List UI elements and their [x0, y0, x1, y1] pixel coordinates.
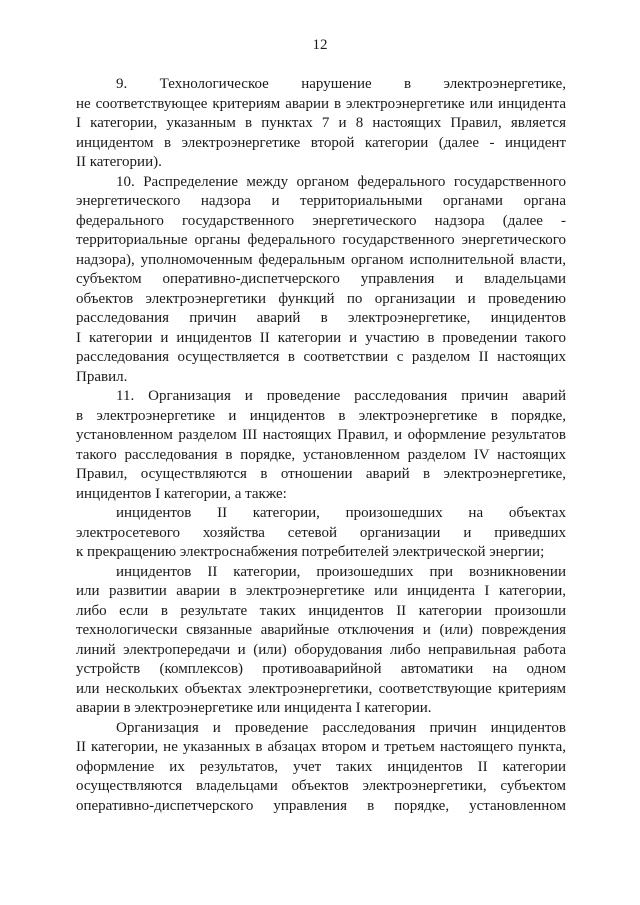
- paragraph-subitem-accident: [76, 563, 566, 719]
- text-line: технологически связанные аварийные отключения и (или) повреждения: [76, 622, 566, 638]
- paragraph-organization: [76, 719, 566, 817]
- text-line: Организация и проведение расследования причин инцидентов: [116, 719, 566, 736]
- text-line: 11. Организация и проведение расследования причин аварий: [116, 388, 566, 404]
- text-line: оперативно-диспетчерского управления в порядке, установленном: [76, 797, 566, 814]
- text-line: инцидентов I категории, а также:: [76, 485, 287, 502]
- text-line: II категории).: [76, 154, 162, 170]
- paragraph-item-9: [76, 75, 566, 173]
- text-line: объектов электроэнергетики функций по организации и проведению: [76, 290, 566, 307]
- text-line: надзора), уполномоченным федеральным органом исполнительной власти,: [76, 251, 566, 268]
- text-line: расследования причин аварий в электроэнергетике, инцидентов: [76, 310, 566, 326]
- text-line: или развитии аварии в электроэнергетике или инцидента I категории,: [76, 583, 566, 599]
- text-line: II категории, не указанных в абзацах втором и третьем настоящего пункта,: [76, 739, 566, 755]
- text-line: территориальные органы федерального государственного энергетического: [76, 232, 566, 248]
- text-line: оформление их результатов, учет таких инцидентов II категории: [76, 758, 566, 775]
- text-line: аварии в электроэнергетике или инцидента I категории.: [76, 700, 432, 716]
- text-line: электросетевого хозяйства сетевой организации и приведших: [76, 524, 566, 541]
- text-line: I категории и инцидентов II категории и участию в проведении такого: [76, 329, 566, 346]
- text-line: или нескольких объектах электроэнергетики, соответствующие критериям: [76, 680, 566, 697]
- text-line: установленном разделом III настоящих Правил, и оформление результатов: [76, 427, 566, 443]
- text-line: 9. Технологическое нарушение в электроэнергетике,: [116, 76, 566, 92]
- text-line: I категории, указанным в пунктах 7 и 8 настоящих Правил, является: [76, 115, 566, 131]
- text-line: осуществляются владельцами объектов электроэнергетики, субъектом: [76, 778, 566, 794]
- paragraph-subitem-network: [76, 504, 566, 563]
- text-line: либо если в результате таких инцидентов II категории произошли: [76, 602, 566, 619]
- text-line: 10. Распределение между органом федерального государственного: [116, 173, 566, 190]
- text-line: устройств (комплексов) противоаварийной автоматики на одном: [76, 661, 566, 677]
- text-line: Правил.: [76, 368, 128, 385]
- text-line: к прекращению электроснабжения потребителей электрической энергии;: [76, 544, 545, 560]
- text-line: в электроэнергетике и инцидентов в электроэнергетике в порядке,: [76, 407, 566, 424]
- text-line: инцидентов II категории, произошедших на объектах: [116, 505, 566, 521]
- text-line: такого расследования в порядке, установленном разделом IV настоящих: [76, 446, 566, 463]
- text-line: не соответствующее критериям аварии в электроэнергетике или инцидента: [76, 95, 566, 112]
- text-line: расследования осуществляется в соответствии с разделом II настоящих: [76, 349, 566, 365]
- page-number: 12: [312, 37, 328, 53]
- paragraph-item-11: [76, 387, 566, 504]
- text-line: инцидентов II категории, произошедших при возникновении: [116, 563, 566, 580]
- text-line: субъектом оперативно-диспетчерского управления и владельцами: [76, 271, 566, 287]
- paragraph-item-10: [76, 173, 566, 388]
- document-body: [76, 75, 566, 816]
- text-line: энергетического надзора и территориальными органами органа: [76, 193, 566, 209]
- text-line: инцидентом в электроэнергетике второй категории (далее - инцидент: [76, 134, 566, 151]
- text-line: линий электропередачи и (или) оборудования либо неправильная работа: [76, 641, 566, 658]
- text-line: федерального государственного энергетического надзора (далее -: [76, 212, 566, 229]
- text-line: Правил, осуществляются в отношении аварий в электроэнергетике,: [76, 466, 566, 482]
